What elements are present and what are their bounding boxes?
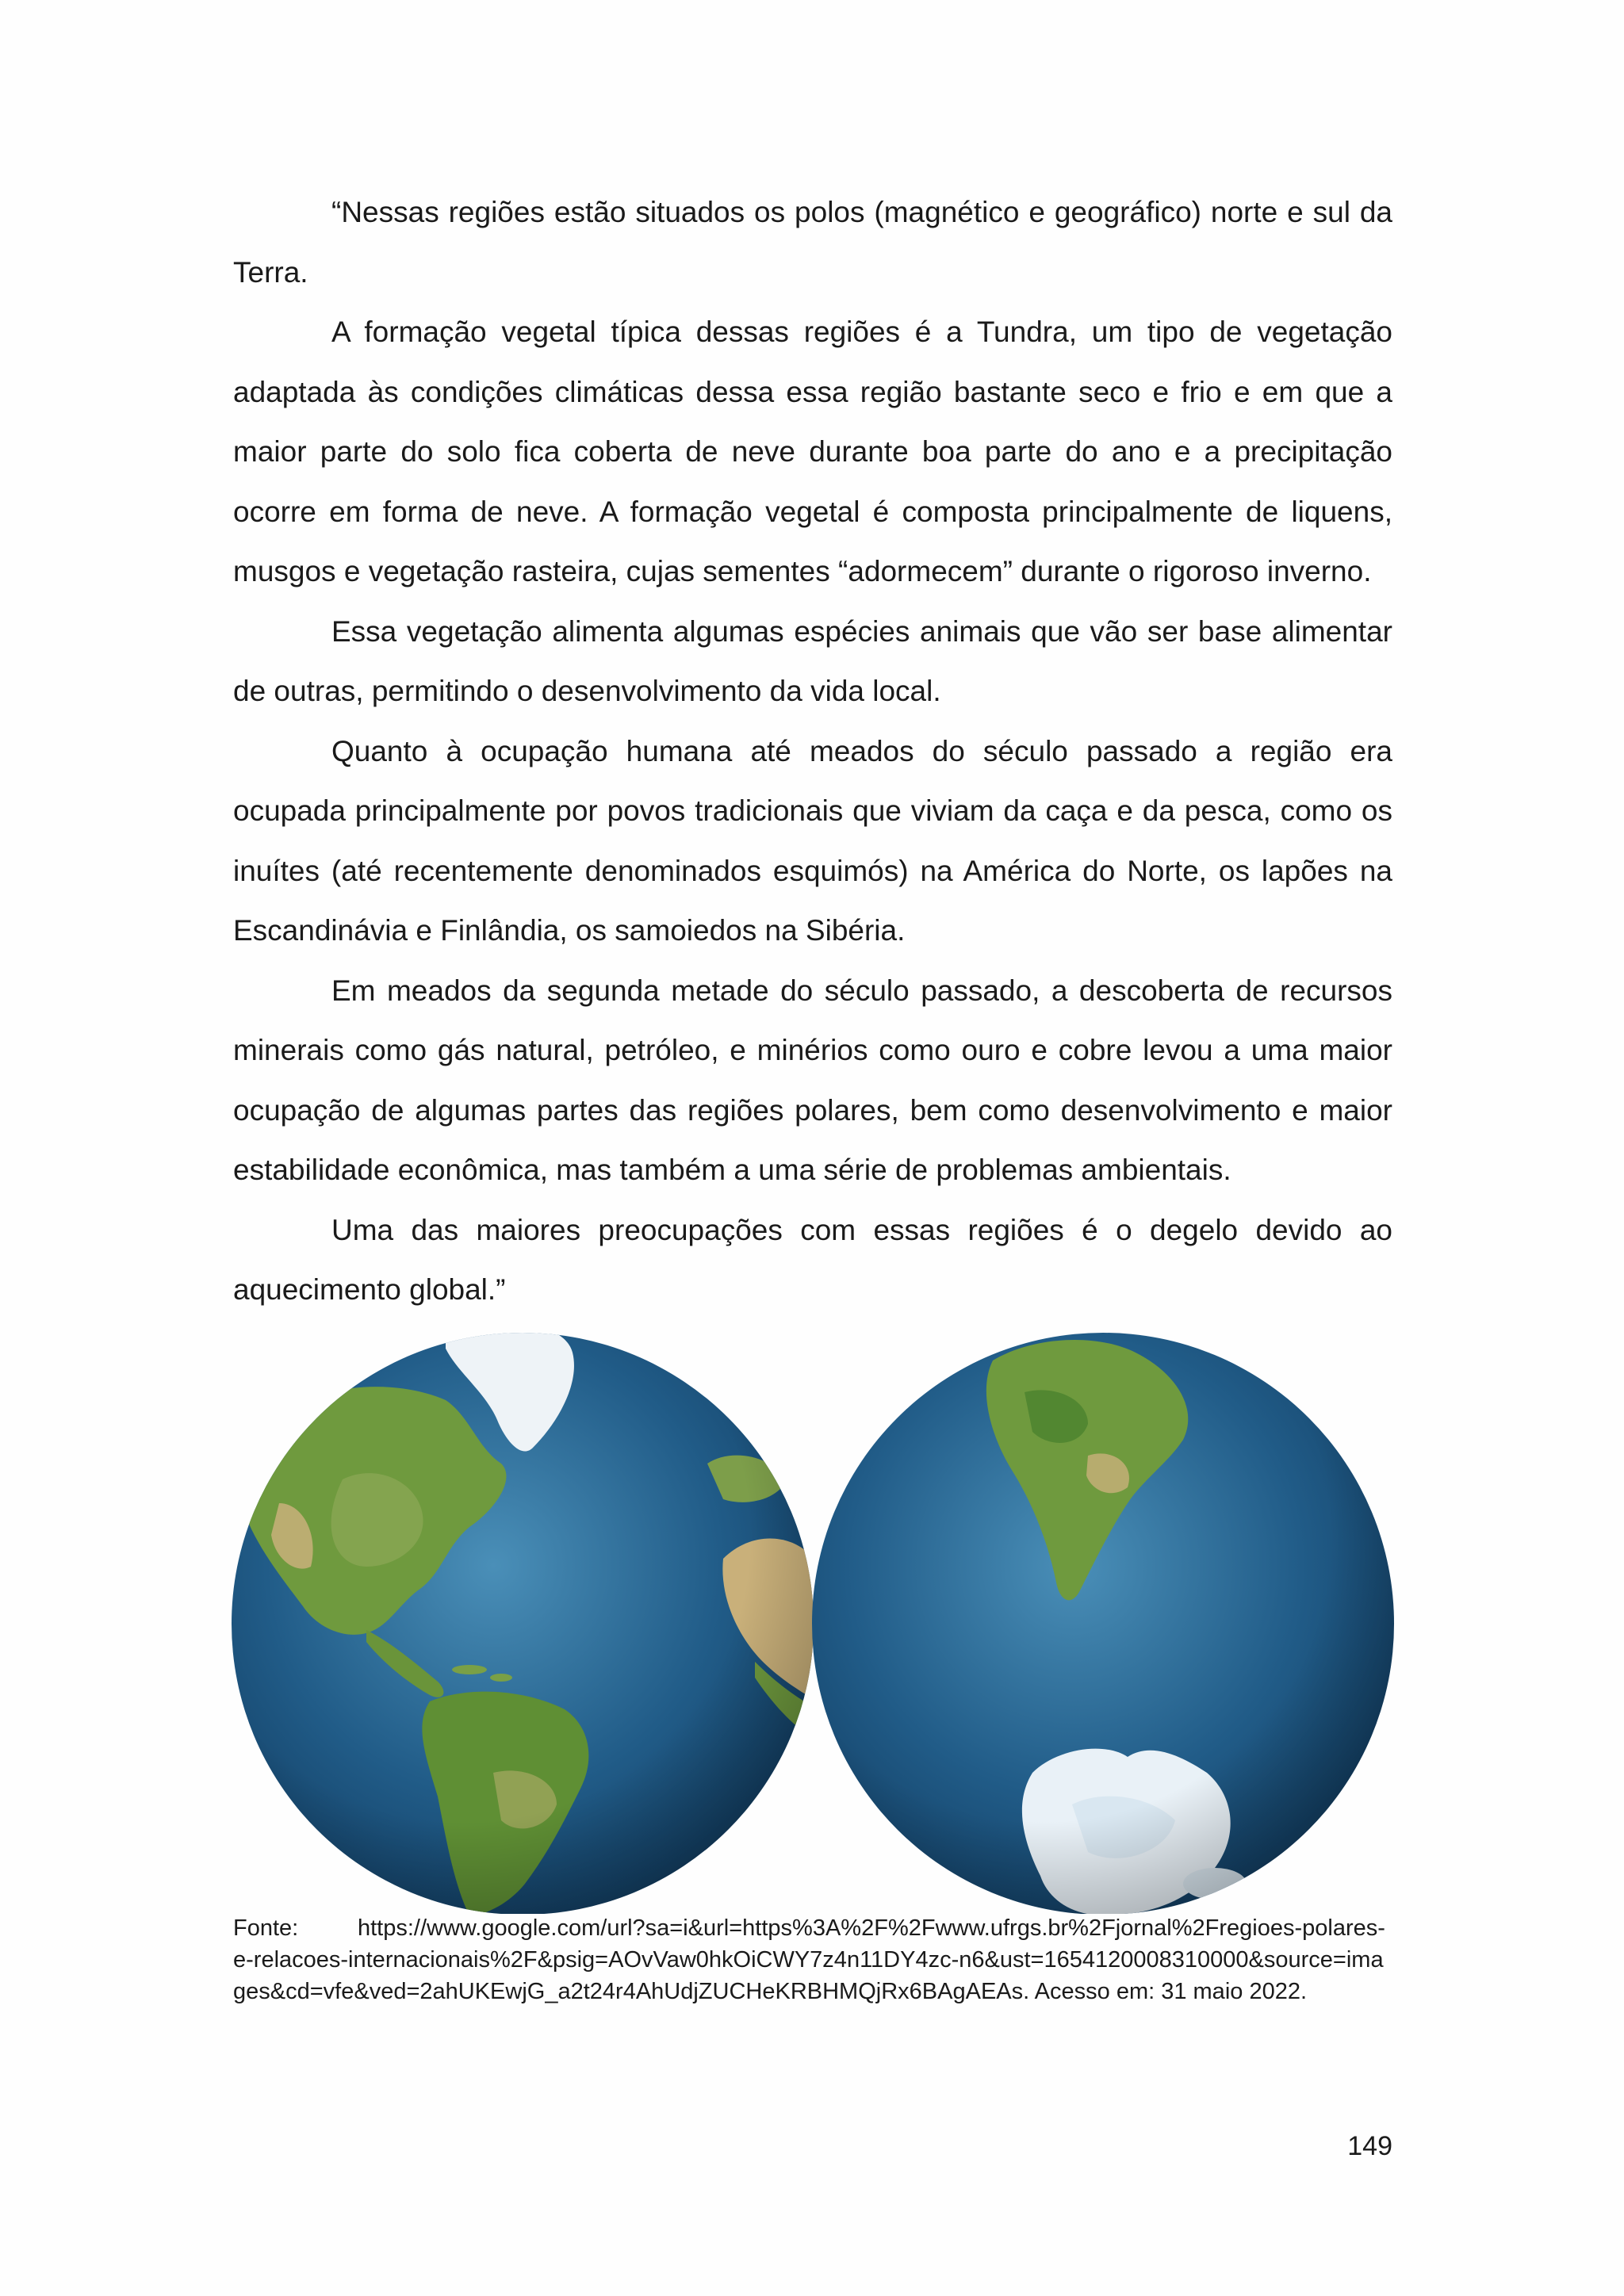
- globe-americas-north: [232, 1329, 818, 1914]
- paragraph-6: Uma das maiores preocupações com essas regiões é o degelo devido ao aquecimento global.”: [233, 1213, 1392, 1306]
- caption-label: Fonte:: [233, 1915, 299, 1941]
- paragraph-4: Quanto à ocupação humana até meados do século passado a região era ocupada principalmente por povos tradicionais que viviam da caça e da pesca, como os inuítes (até recentemente denominados esquimós) na América do Norte, os lapões na Escandinávia e Finlândia, os samoiedos na Sibéria.: [233, 734, 1392, 947]
- paragraph-5: Em meados da segunda metade do século passado, a descoberta de recursos minerais como gás natural, petróleo, e minérios como ouro e cobre levou a uma maior ocupação de algumas partes das regiões polares, bem como desenvolvimento e maior estabilidade econômica, mas também a uma série de problemas ambientais.: [233, 974, 1392, 1186]
- globe-antarctica-south: [812, 1333, 1394, 1914]
- figure-caption: [233, 1912, 1392, 2007]
- paragraph-1: “Nessas regiões estão situados os polos (magnético e geográfico) norte e sul da Terra.: [233, 196, 1392, 289]
- globes-figure: [232, 1329, 1394, 1914]
- paragraph-3: Essa vegetação alimenta algumas espécies animais que vão ser base alimentar de outras, permitindo o desenvolvimento da vida local.: [233, 614, 1392, 707]
- body-text: [233, 182, 1392, 1320]
- paragraph-2: A formação vegetal típica dessas regiões é a Tundra, um tipo de vegetação adaptada às condições climáticas dessa essa região bastante seco e frio e em que a maior parte do solo fica coberta de neve durante boa parte do ano e a precipitação ocorre em forma de neve. A formação vegetal é composta principalmente de liquens, musgos e vegetação rasteira, cujas sementes “adormecem” durante o rigoroso inverno.: [233, 316, 1392, 587]
- globes-image: [232, 1329, 1394, 1914]
- caption-access-date: Acesso em: 31 maio 2022.: [1034, 1979, 1308, 2004]
- page-number: 149: [1347, 2131, 1392, 2161]
- caption-source-url[interactable]: https://www.google.com/url?sa=i&url=https%3A%2F%2Fwww.ufrgs.br%2Fjornal%2Fregioes-polares-e-relacoes-internacionais%2F&psig=AOvVaw0hkOiCWY7z4n11DY4zc-n6&ust=1654120008310000&source=images&cd=vfe&ved=2ahUKEwjG_a2t24r4AhUdjZUCHeKRBHMQjRx6BAgAEAs.: [233, 1915, 1385, 2004]
